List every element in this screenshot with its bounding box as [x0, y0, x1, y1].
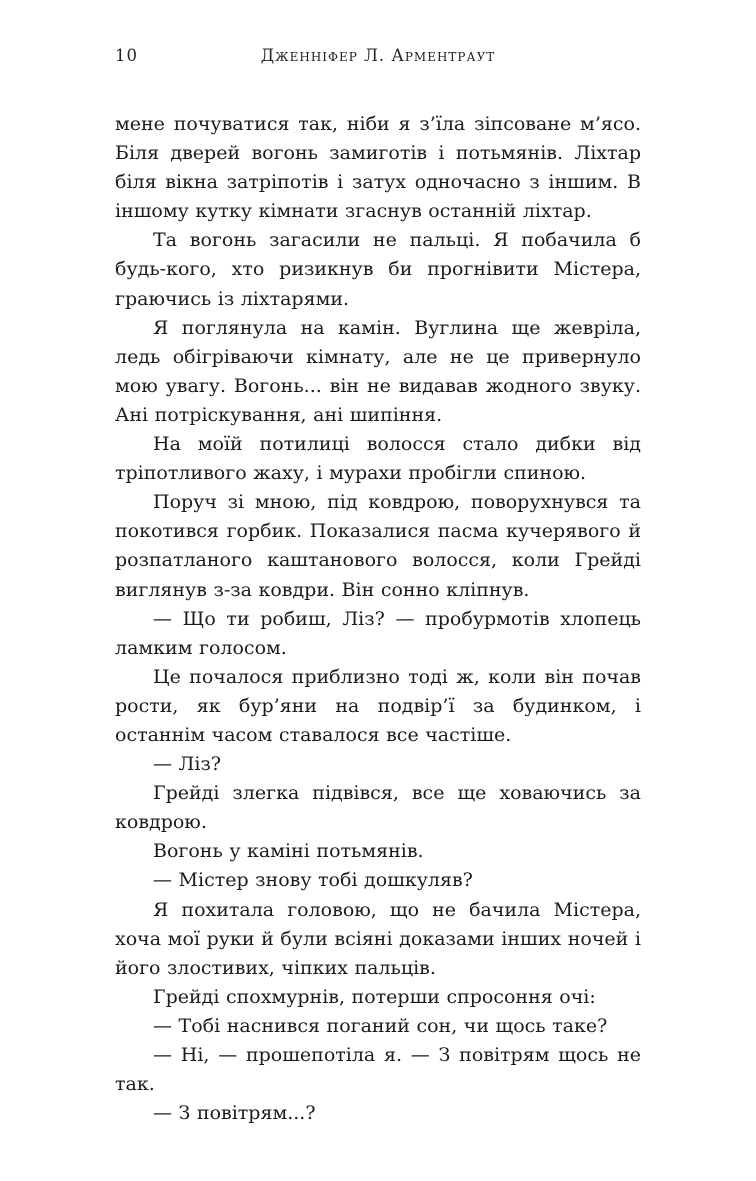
- paragraph-dialogue: — З повітрям...?: [153, 1102, 316, 1125]
- paragraph: Та вогонь загасили не пальці. Я побачила б будь-кого, хто ризикнув би прогнівити Містера, граючись із ліхтарями.: [115, 229, 641, 310]
- paragraph-dialogue: — Містер знову тобі дошкуляв?: [153, 869, 473, 892]
- running-title: Дженніфер Л. Арментраут: [260, 46, 496, 65]
- paragraph: На моїй потилиці волосся стало дибки від тріпотливого жаху, і мурахи пробігли спиною.: [115, 433, 641, 485]
- paragraph: Грейді спохмурнів, потерши спросоння очі:: [153, 985, 596, 1008]
- paragraph-dialogue: — Ні, — прошепотіла я. — З повітрям щось не так.: [115, 1044, 641, 1096]
- paragraph: Я похитала головою, що не бачила Містера, хоча мої руки й були всіяні доказами інших ночей і його злостивих, чіпких пальців.: [115, 898, 641, 979]
- paragraph-dialogue: — Ліз?: [153, 753, 222, 776]
- page-header: [115, 44, 641, 68]
- paragraph: Вогонь у каміні потьмянів.: [153, 840, 424, 863]
- paragraph: Поруч зі мною, під ковдрою, поворухнувся та покотився горбик. Показалися пасма кучерявого й розпатланого каштанового волосся, коли Грейді виглянув з-за ковдри. Він сонно кліпнув.: [115, 491, 641, 601]
- paragraph: Це почалося приблизно тоді ж, коли він почав рости, як бур’яни на подвір’ї за будинком, і останнім часом ставалося все частіше.: [115, 665, 641, 746]
- paragraph: Грейді злегка підвівся, все ще ховаючись за ковдрою.: [115, 782, 641, 834]
- paragraph-dialogue: — Тобі наснився поганий сон, чи щось таке?: [153, 1014, 608, 1037]
- paragraph: мене почуватися так, ніби я з’їла зіпсоване м’ясо. Біля дверей вогонь замиготів і потьмянів. Ліхтар біля вікна затріпотів і затух одночасно з іншим. В іншому кутку кімнати згаснув останній ліхтар.: [115, 113, 641, 223]
- body-text: [115, 110, 641, 1128]
- paragraph-dialogue: — Що ти робиш, Ліз? — пробурмотів хлопець ламким голосом.: [115, 607, 641, 659]
- paragraph: Я поглянула на камін. Вуглина ще жевріла, ледь обігріваючи кімнату, але не це привернуло мою увагу. Вогонь... він не видавав жодного звуку. Ані потріскування, ані шипіння.: [115, 316, 641, 426]
- page-number: 10: [115, 46, 138, 65]
